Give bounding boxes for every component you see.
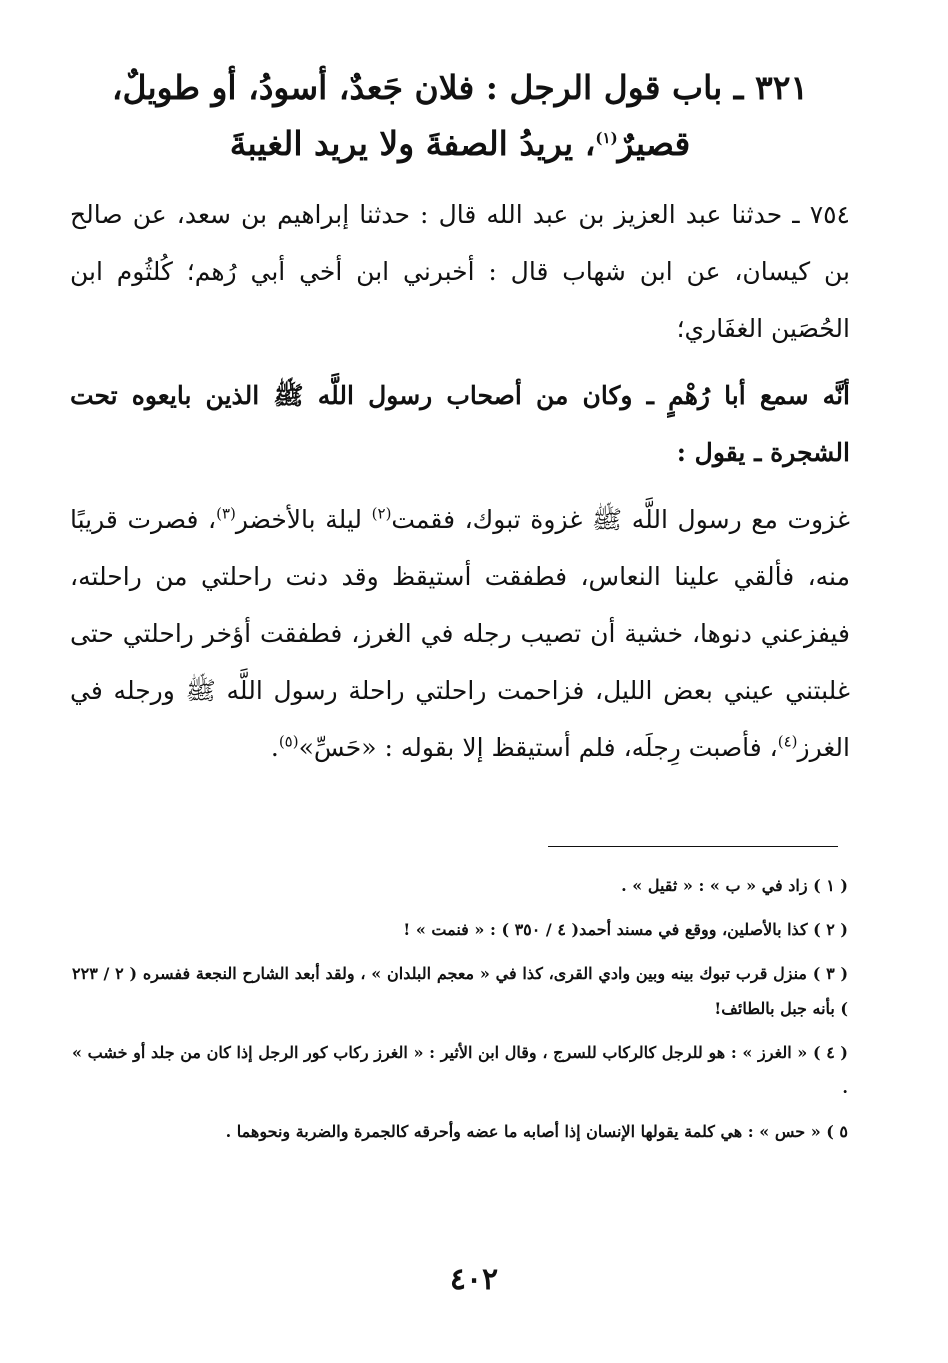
chapter-title-line-2 <box>70 116 850 172</box>
footnote-4: ( ٤ ) « الغرز » : هو للرجل كالركاب للسرج ، وقال ابن الأثير : « الغرز ركاب كور الرجل إذا كان من جلد أو خشب » . <box>72 1043 849 1097</box>
chapter-title-rest: ، يريدُ الصفةَ ولا يريد الغيبةَ <box>229 124 596 163</box>
footnote-marker-4[interactable]: (٤) <box>777 732 798 751</box>
footnote-5: ٥ ) « حس » : هي كلمة يقولها الإنسان إذا أصابه ما عضه وأحرقه كالجمرة والضربة ونحوهما . <box>225 1122 848 1141</box>
chapter-title-word: قصيرٌ <box>617 124 691 163</box>
chapter-title <box>70 60 850 172</box>
footnote-1: ( ١ ) زاد في « ب » : « ثقيل » . <box>621 876 848 895</box>
matn-part-3: ، فصرت قريبًا منه، فألقي علينا النعاس، فطفقت أستيقظ وقد دنت راحلتي من راحلته، فيفزعني دنوها، خشية أن تصيب رجله في الغرز، فطفقت أؤخر راحلتي حتى غلبتني عيني بعض الليل، فزاحمت راحلتي راحلة رسول اللَّه ﷺ ورجله في الغرز <box>70 505 850 762</box>
matn-part-4: ، فأصبت رِجلَه، فلم أستيقظ إلا بقوله : «حَسِّ» <box>298 733 778 762</box>
footnote-marker-1[interactable]: (١) <box>595 129 618 147</box>
matn-end: . <box>270 733 279 762</box>
hadith-intro: أنَّه سمع أبا رُهْمٍ ـ وكان من أصحاب رسول اللَّه ﷺ الذين بايعوه تحت الشجرة ـ يقول : <box>70 381 850 467</box>
footnote-2: ( ٢ ) كذا بالأصلين، ووقع في مسند أحمد( ٤ / ٣٥٠ ) : « فنمت » ! <box>403 920 848 939</box>
page-body <box>70 60 850 786</box>
hadith-matn <box>70 491 850 776</box>
footnote-marker-3[interactable]: (٣) <box>216 504 236 523</box>
matn-part-1: غزوت مع رسول اللَّه ﷺ غزوة تبوك، فقمت <box>391 505 850 534</box>
page-number: ٤٠٢ <box>449 1262 499 1297</box>
footnote-divider <box>548 846 838 847</box>
footnote-marker-2[interactable]: (٢) <box>371 504 392 523</box>
footnotes <box>72 868 848 1158</box>
chapter-title-line-1: ٣٢١ ـ باب قول الرجل : فلان جَعدٌ، أسودُ، أو طويلٌ، <box>111 68 809 107</box>
footnote-marker-5[interactable]: (٥) <box>278 732 299 751</box>
hadith-isnad: ٧٥٤ ـ حدثنا عبد العزيز بن عبد الله قال : حدثنا إبراهيم بن سعد، عن صالح بن كيسان، عن ابن شهاب قال : أخبرني ابن أخي أبي رُهم؛ كُلثُوم ابن الحُصَين الغفَاري؛ <box>70 200 850 343</box>
matn-part-2: ليلة بالأخضر <box>235 505 372 534</box>
footnote-3: ( ٣ ) منزل قرب تبوك بينه وبين وادي القرى، كذا في « معجم البلدان » ، ولقد أبعد الشارح النجعة ففسره ( ٢ / ٢٢٣ ) بأنه جبل بالطائف! <box>72 964 849 1018</box>
